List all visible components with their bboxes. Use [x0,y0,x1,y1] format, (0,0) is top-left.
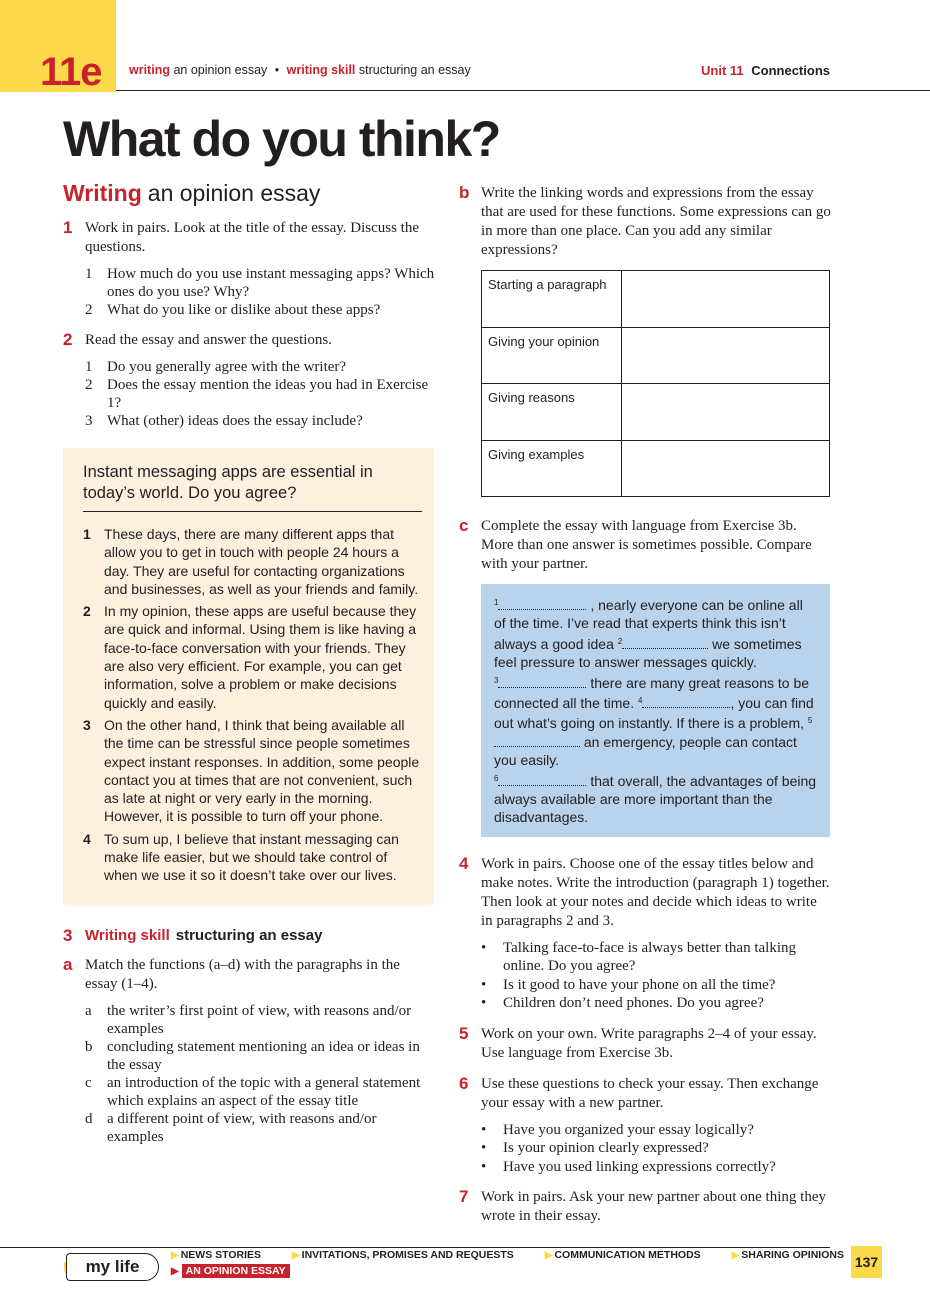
arrow-icon: ▶ [544,1250,553,1261]
gap-1[interactable] [498,599,586,610]
list-item: • Talking face-to-face is always better than talking online. Do you agree? [481,939,831,976]
exercise-5 [459,1025,831,1063]
exercise-number: 6 [459,1073,469,1093]
unit-info [701,63,830,78]
list-item: d a different point of view, with reasons and/or examples [85,1110,377,1145]
exercise-instruction: Write the linking words and expressions from the essay that are used for these functions. Some expressions can go in more than one place. Can you add any similar expressions? [481,185,831,258]
gap-5[interactable] [494,736,580,747]
table-row [482,271,830,328]
nav-item[interactable]: ▶ NEWS STORIES [171,1249,262,1261]
list-item: c an introduction of the topic with a general statement which explains an aspect of the essay title [85,1074,421,1109]
exercise-instruction: Work on your own. Write paragraphs 2–4 of your essay. Use language from Exercise 3b. [481,1025,817,1061]
essay-title: Instant messaging apps are essential in today’s world. Do you agree? [83,462,422,512]
exercise-6 [459,1075,831,1113]
answer-cell[interactable] [622,440,830,497]
exercise-instruction: Work in pairs. Choose one of the essay titles below and make notes. Write the introduction (paragraph 1) together. Then look at your notes and decide which ideas to write in paragraphs 2 and 3. [481,855,830,929]
list-item: • Is your opinion clearly expressed? [481,1139,831,1158]
table-label: Starting a paragraph [482,271,622,328]
skill-label: writing skill [286,63,356,77]
writing-skill-label: Writing skill [85,926,170,944]
unit-label: Unit 11 [701,63,744,78]
gap-6[interactable] [498,775,586,786]
exercise-number: 7 [459,1187,469,1207]
topic-text: an opinion essay [173,63,268,77]
exercise-6-checklist [481,1121,831,1177]
list-item: 1 How much do you use instant messaging apps? Which ones do you use? Why? [85,266,435,300]
page-title: What do you think? [63,111,500,167]
list-item: • Children don’t need phones. Do you agree? [481,994,831,1013]
gap-2[interactable] [622,638,708,649]
list-item: a the writer’s first point of view, with reasons and/or examples [85,1002,412,1037]
answer-cell[interactable] [622,327,830,384]
exercise-instruction: Use these questions to check your essay. Then exchange your essay with a new partner. [481,1075,819,1111]
exercise-letter: a [63,954,73,974]
essay-box [63,448,434,905]
gap-4[interactable] [642,697,730,708]
right-column [459,184,831,1234]
exercise-number: 2 [63,330,73,349]
list-item: • Have you organized your essay logically? [481,1121,831,1140]
list-item: 3 What (other) ideas does the essay include? [85,413,363,429]
exercise-instruction: Work in pairs. Ask your new partner about one thing they wrote in their essay. [481,1189,826,1225]
table-label: Giving reasons [482,384,622,441]
exercise-number: 5 [459,1023,469,1043]
topic-label: writing [129,63,170,77]
answer-cell[interactable] [622,271,830,328]
footer-divider [0,1247,830,1248]
skill-text: structuring an essay [358,63,471,77]
essay-paragraph: 4 To sum up, I believe that instant messaging can make life easier, but we should take control of when we use it so it doesn’t take over our lives. [83,830,399,884]
exercise-number: 4 [459,853,469,873]
my-life-nav [171,1249,872,1261]
gap-fill-text: $^1$ , nearly everyone can be online all of the time. I’ve read that experts think this isn’t always a good idea $^2$ we sometimes feel pressure to answer messages quickly. $^3$ there are many great reasons to be connected all the time. $^4$ , you can find out what’s going on instantly. If there is a problem, $^5$ an emergency, people can contact you easily. $^6$ that overall, the advantages of being always available are more important than the disadvantages. [481,584,830,837]
arrow-icon: ▶ [171,1250,179,1261]
arrow-icon: ▶ [731,1250,740,1261]
my-life-badge: my life [66,1253,159,1281]
topic-separator: • [274,63,280,77]
exercise-3a [63,956,435,994]
functions-table [481,270,830,497]
list-item: 2 Does the essay mention the ideas you had in Exercise 1? [85,377,429,411]
arrow-icon: ▶ [291,1250,300,1261]
writing-skill-title [63,927,435,944]
section-title [63,180,435,207]
exercise-instruction: Match the functions (a–d) with the paragraphs in the essay (1–4). [85,956,400,992]
exercise-4-titles [481,939,831,1013]
table-label: Giving examples [482,440,622,497]
list-item: 2 What do you like or dislike about these apps? [85,302,381,318]
essay-paragraph: 3 On the other hand, I think that being available all the time can be stressful since people sometimes expect instant responses. In addition, some people contact you at times that are not convenient, such as late at night or very early in the morning. However, it is possible to turn off your phone. [83,716,420,825]
exercise-1 [63,219,435,257]
section-title-rest: an opinion essay [147,180,321,206]
gap-3[interactable] [498,677,586,688]
table-row [482,327,830,384]
left-column [63,180,435,1156]
page-number: 137 [851,1246,882,1278]
exercise-instruction: Work in pairs. Look at the title of the essay. Discuss the questions. [85,220,419,255]
list-item: • Have you used linking expressions correctly? [481,1158,831,1177]
lesson-topics [129,63,471,77]
essay-paragraph: 2 In my opinion, these apps are useful because they are quick and informal. Using them is like having a face-to-face conversation with your friends. They are also very efficient. For example, you can get information, solve a problem or make decisions quickly and easily. [83,603,417,711]
table-row [482,440,830,497]
table-label: Giving your opinion [482,327,622,384]
nav-item[interactable]: ▶ INVITATIONS, PROMISES AND REQUESTS [291,1249,514,1261]
exercise-1-questions [85,265,435,319]
nav-item-active[interactable]: ▶ AN OPINION ESSAY [171,1265,290,1277]
exercise-letter: b [459,183,470,202]
exercise-number: 3 [63,925,73,945]
answer-cell[interactable] [622,384,830,441]
list-item: b concluding statement mentioning an idea or ideas in the essay [85,1038,420,1073]
exercise-2-questions [85,358,435,430]
nav-item[interactable]: ▶ COMMUNICATION METHODS [544,1249,701,1261]
list-item: 1 Do you generally agree with the writer? [85,359,347,375]
unit-name: Connections [751,63,830,78]
exercise-3c [459,517,831,574]
exercise-letter: c [459,516,469,535]
exercise-7 [459,1188,831,1226]
exercise-4 [459,855,831,931]
exercise-instruction: Read the essay and answer the questions. [85,332,333,348]
table-row [482,384,830,441]
exercise-number: 1 [63,218,73,237]
header-divider [116,90,930,91]
arrow-icon: ▶ [171,1266,179,1277]
nav-item[interactable]: ▶ SHARING OPINIONS [731,1249,844,1261]
lesson-number: 11e [40,50,102,94]
exercise-3b [459,184,831,260]
exercise-instruction: Complete the essay with language from Exercise 3b. More than one answer is sometimes possible. Compare with your partner. [481,518,812,572]
section-title-red: Writing [63,180,142,206]
writing-skill-text: structuring an essay [175,926,323,944]
essay-paragraph: 1 These days, there are many different apps that allow you to get in touch with people 24 hours a day. They are useful for contacting organizations and businesses, as well as your friends and family. [83,526,419,597]
exercise-3a-items [85,1002,435,1146]
list-item: • Is it good to have your phone on all the time? [481,976,831,995]
exercise-2 [63,331,435,350]
